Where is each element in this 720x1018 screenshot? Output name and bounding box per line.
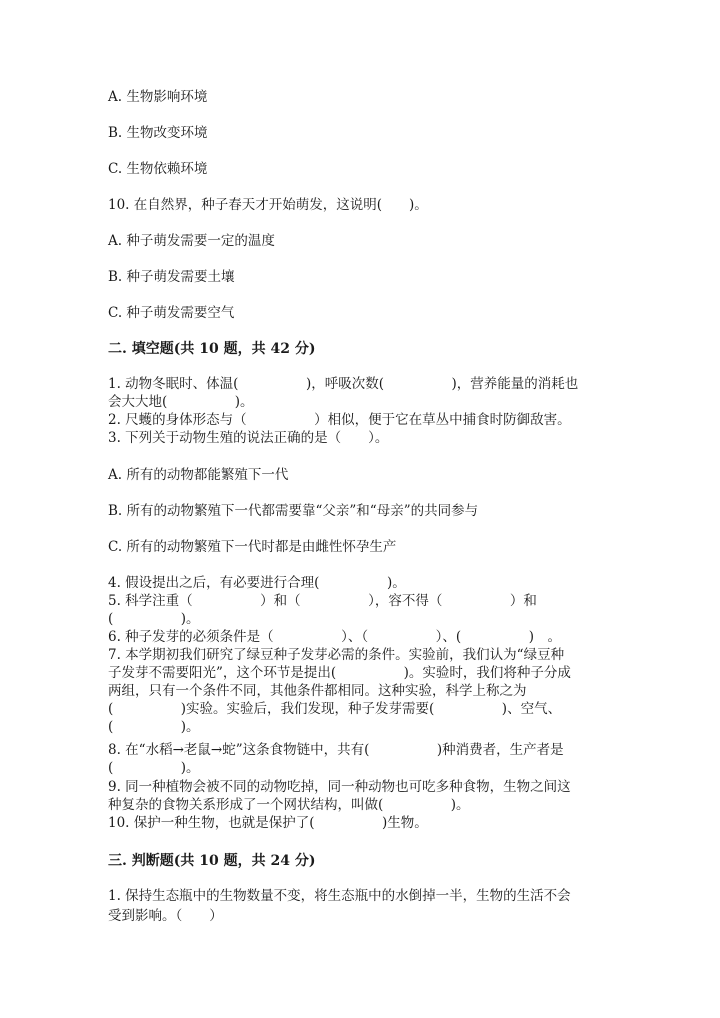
option-a-line: A. 所有的动物都能繁殖下一代 <box>108 467 289 483</box>
option-c-line: C. 所有的动物繁殖下一代时都是由雌性怀孕生产 <box>108 539 397 555</box>
question-1-line: 1. 动物冬眠时、体温( )，呼吸次数( )，营养能量的消耗也 <box>108 376 579 392</box>
question-8-line: 8. 在“水稻→老鼠→蛇”这条食物链中，共有( )种消费者，生产者是 <box>108 742 564 758</box>
question-7-line: 7. 本学期初我们研究了绿豆种子发芽必需的条件。实验前，我们认为“绿豆种 <box>108 647 565 663</box>
question-8-continuation: ( )。 <box>108 760 200 776</box>
option-b-line: B. 所有的动物繁殖下一代都需要靠“父亲”和“母亲”的共同参与 <box>108 503 479 519</box>
option-b-line: B. 种子萌发需要土壤 <box>108 269 235 285</box>
question-5-continuation: ( )。 <box>108 611 200 627</box>
question-10-line: 10. 保护一种生物，也就是保护了( )生物。 <box>108 815 428 831</box>
option-a-line: A. 生物影响环境 <box>108 89 208 105</box>
question-1-continuation: 受到影响。（ ） <box>108 908 223 924</box>
question-1-continuation: 会大大地( )。 <box>108 394 254 410</box>
question-9-line: 9. 同一种植物会被不同的动物吃掉，同一种动物也可吃多种食物，生物之间这 <box>108 779 571 795</box>
question-10-line: 10. 在自然界，种子春天才开始萌发，这说明( )。 <box>108 197 428 213</box>
question-7-continuation: ( )实验。实验后，我们发现，种子发芽需要( )、空气、 <box>108 701 562 717</box>
question-2-line: 2. 尺蠖的身体形态与（ ）相似，便于它在草丛中捕食时防御敌害。 <box>108 412 571 428</box>
question-1-line: 1. 保持生态瓶中的生物数量不变，将生态瓶中的水倒掉一半，生物的生活不会 <box>108 888 571 904</box>
question-6-line: 6. 种子发芽的必须条件是（ ）、（ ）、( ) 。 <box>108 629 561 645</box>
option-b-line: B. 生物改变环境 <box>108 125 208 141</box>
option-c-line: C. 生物依赖环境 <box>108 161 208 177</box>
section-heading-fill-blank: 二. 填空题(共 10 题，共 42 分) <box>108 341 316 357</box>
question-4-line: 4. 假设提出之后，有必要进行合理( )。 <box>108 575 406 591</box>
question-3-line: 3. 下列关于动物生殖的说法正确的是（ ）。 <box>108 430 389 446</box>
option-a-line: A. 种子萌发需要一定的温度 <box>108 233 275 249</box>
option-c-line: C. 种子萌发需要空气 <box>108 305 235 321</box>
question-7-continuation: 两组，只有一个条件不同，其他条件都相同。这种实验，科学上称之为 <box>108 683 527 699</box>
question-5-line: 5. 科学注重（ ）和（ ），容不得（ ）和 <box>108 593 537 609</box>
question-7-continuation: 子发芽不需要阳光”，这个环节是提出( )。实验时，我们将种子分成 <box>108 665 571 681</box>
section-heading-judgment: 三. 判断题(共 10 题，共 24 分) <box>108 853 316 869</box>
question-7-continuation: ( )。 <box>108 719 200 735</box>
question-9-continuation: 种复杂的食物关系形成了一个网状结构，叫做( )。 <box>108 797 470 813</box>
